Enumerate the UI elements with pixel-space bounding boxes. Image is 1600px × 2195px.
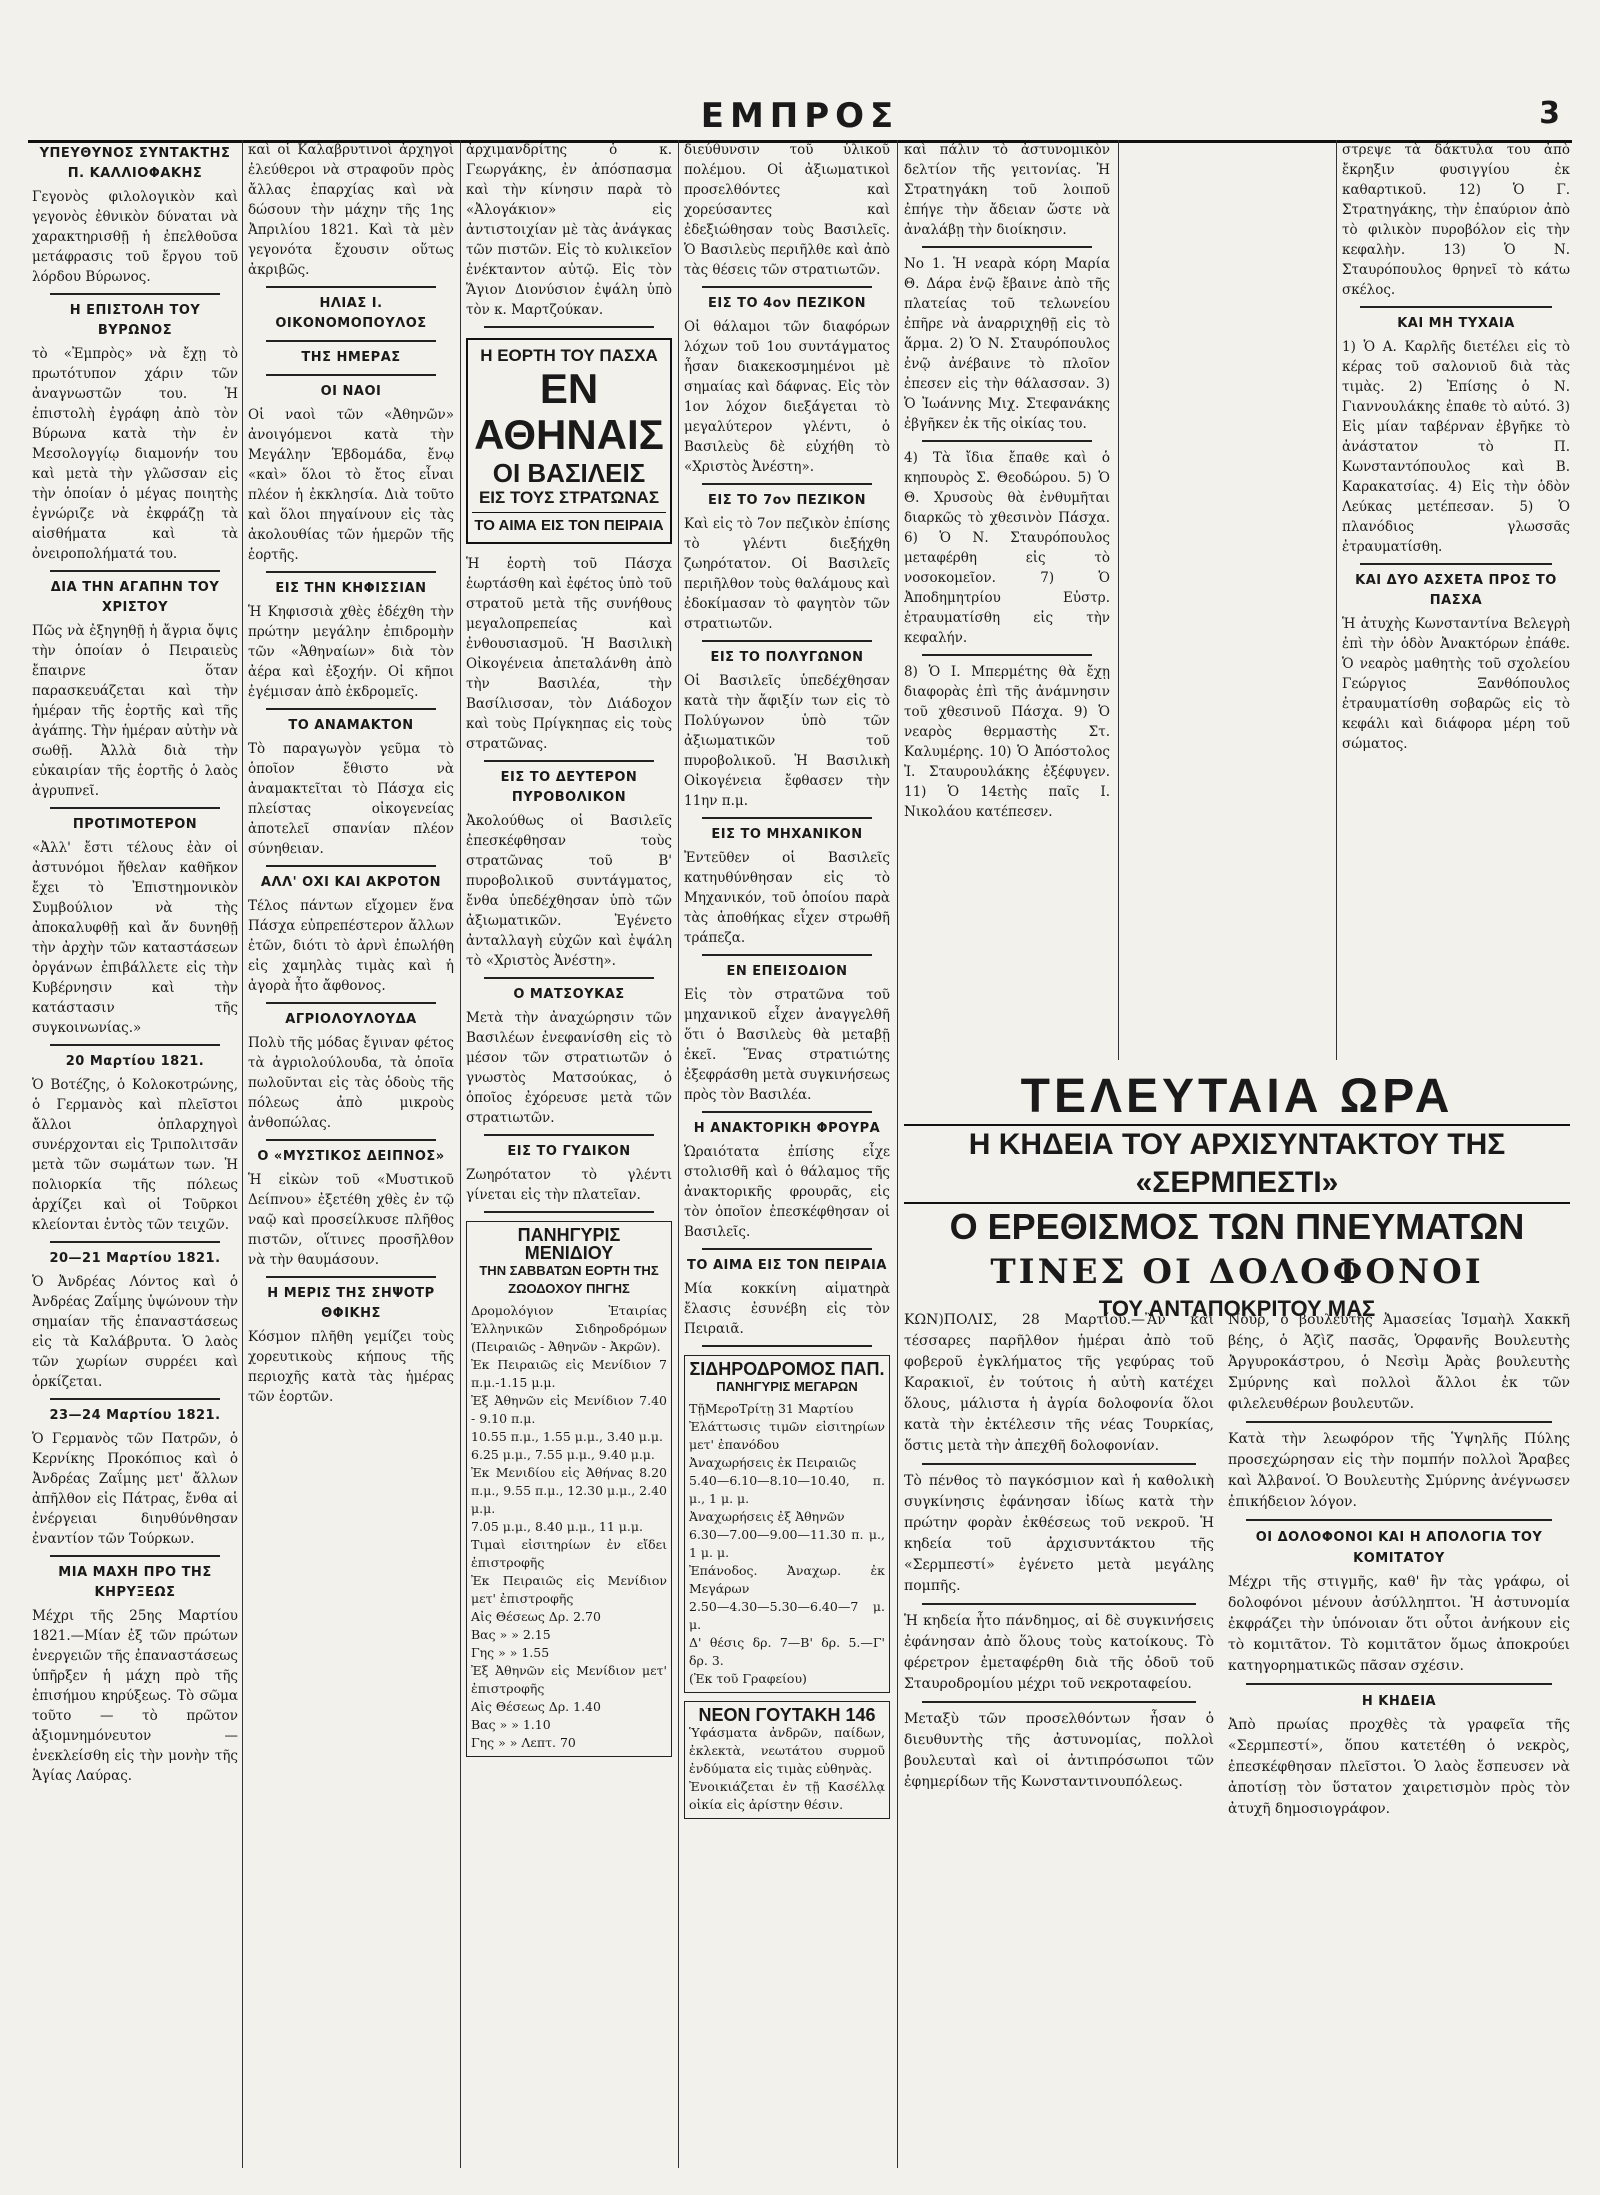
article-section xyxy=(904,662,1110,822)
article-body: Ἡ Κηφισσιὰ χθὲς ἐδέχθη τὴν πρώτην μεγάλην ἐπιδρομὴν τῶν «Ἀθηναίων» διὰ τὸν ἀέρα καὶ ἐξοχήν. Οἱ κῆποι ἐγέμισαν ἀπὸ ἐκδρομεῖς. xyxy=(248,604,454,700)
section-divider xyxy=(702,954,872,956)
article-section xyxy=(904,1709,1214,1793)
section-divider xyxy=(702,1345,872,1347)
section-divider xyxy=(266,340,436,342)
article-section xyxy=(684,294,890,477)
ad-subtitle: ΤΗΝ ΣΑΒΒΑΤΩΝ ΕΟΡΤΗ ΤΗΣ ΖΩΟΔΟΧΟΥ ΠΗΓΗΣ xyxy=(479,1263,659,1296)
article-heading: Η ΑΝΑΚΤΟΡΙΚΗ ΦΡΟΥΡΑ xyxy=(693,1121,881,1136)
section-divider xyxy=(266,571,436,573)
ad-line: ΤῇΜεροΤρίτῃ 31 Μαρτίου xyxy=(689,1401,854,1416)
ad-subtitle: ΠΑΝΗΓΥΡΙΣ ΜΕΓΑΡΩΝ xyxy=(716,1379,858,1394)
ad-line: Ἐλάττωσις τιμῶν εἰσιτηρίων μετ' ἐπανόδου xyxy=(689,1419,885,1452)
article-section xyxy=(248,579,454,702)
article-section xyxy=(1228,1310,1570,1415)
article-body: Καὶ εἰς τὸ 7ον πεζικὸν ἐπίσης τὸ γλέντι διεξήχθη ζωηρότατον. Οἱ Βασιλεῖς περιῆλθον τοὺς θαλάμους καὶ ἐδοκίμασαν τὸ φαγητὸν τῶν στρατιωτῶν. xyxy=(684,516,890,632)
article-heading: ΕΙΣ ΤΟ 7ον ΠΕΖΙΚΟΝ xyxy=(708,493,866,508)
newspaper-title: ΕΜΠΡΟΣ xyxy=(700,96,900,136)
column-5 xyxy=(904,140,1110,1060)
article-section xyxy=(904,448,1110,648)
article-body: Ὁ Γερμανὸς τῶν Πατρῶν, ὁ Κερνίκης Προκόπιος καὶ ὁ Ἀνδρέας Ζαΐμης μετ' ἄλλων ἀπῆλθον εἰς Πάτρας, ἔνθα αἱ ἐνέργειαι διηυθύνθησαν ἐναντίον τῶν Τούρκων. xyxy=(32,1431,238,1547)
banner-line: ΕΝ ΑΘΗΝΑΙΣ xyxy=(474,365,664,458)
column-1 xyxy=(32,140,238,2168)
article-body: καὶ πάλιν τὸ ἀστυνομικὸν δελτίον τῆς γειτονίας. Ἡ Στρατηγάκη τοῦ λοιποῦ ἐπήγε τὴν ἄδειαν ὥστε νὰ ἀναλάβῃ τὴν διοίκησιν. xyxy=(904,142,1110,238)
masthead xyxy=(28,96,1572,143)
article-heading: Ο «ΜΥΣΤΙΚΟΣ ΔΕΙΠΝΟΣ» xyxy=(257,1149,445,1164)
ad-line: Γης » » 1.55 xyxy=(471,1645,550,1660)
article-heading: ΕΙΣ ΤΟ ΓΥΔΙΚΟΝ xyxy=(507,1144,631,1159)
article-section xyxy=(32,1563,238,1786)
article-section xyxy=(466,768,672,971)
section-divider xyxy=(702,1111,872,1113)
section-divider xyxy=(702,1248,872,1250)
article-body: τὸ «Ἐμπρὸς» νὰ ἔχῃ τὸ πρωτότυπον χάριν τῶν ἀναγνωστῶν του. Ἡ ἐπιστολὴ ἐγράφη ἀπὸ τὸν Βύρωνα κατὰ τὴν ἐν Μεσολογγίῳ διαμονήν του καὶ μετὰ τὴν γλῶσσαν εἰς τὴν ὁποίαν ὁ μέγας ποιητὴς ἐγνώριζε νὰ ἐκφράζῃ τὰ αἰσθήματα καὶ τὰ ὀνειροπολήματά του. xyxy=(32,346,238,562)
ad-line: Ἐπάνοδος. Ἀναχωρ. ἐκ Μεγάρων xyxy=(689,1563,885,1596)
article-body: Γεγονὸς φιλολογικὸν καὶ γεγονὸς ἐθνικὸν δύναται νὰ χαρακτηρισθῇ ἡ ἐπελθοῦσα μετάφρασις τοῦ ἔργου τοῦ λόρδου Βύρωνος. xyxy=(32,189,238,285)
article-body: Οἱ ναοὶ τῶν «Ἀθηνῶν» ἀνοιγόμενοι κατὰ τὴν Μεγάλην Ἑβδομάδα, ἔνῳ «καὶ» ὅλοι τὸ ἔτος εἶναι πλέον ἡ ἐκκλησία. Διὰ τοῦτο καὶ ὅλοι πηγαίνουν εἰς τὰς ἀκολουθίας τῶν ἡμερῶν τῆς ἑορτῆς. xyxy=(248,407,454,563)
article-section xyxy=(32,1249,238,1392)
section-divider xyxy=(1246,1421,1552,1423)
article-heading: ΗΛΙΑΣ Ι. ΟΙΚΟΝΟΜΟΠΟΥΛΟΣ xyxy=(275,296,427,331)
section-divider xyxy=(266,865,436,867)
article-body: Ἡ κηδεία ἦτο πάνδημος, αἱ δὲ συγκινήσεις ἐφάνησαν ἀπὸ ὅλους τοὺς κατοίκους. Τὸ φέρετρον ἐμεταφέρθη διὰ τῆς ὁδοῦ τοῦ Σταυροδρομίου μέχρι τοῦ νεκροταφείου. xyxy=(904,1613,1214,1692)
section-divider xyxy=(266,1002,436,1004)
ad-line: Ἐκ Πειραιῶς εἰς Μενίδιον μετ' ἐπιστροφῆς xyxy=(471,1573,667,1606)
article-heading: ΜΙΑ ΜΑΧΗ ΠΡΟ ΤΗΣ ΚΗΡΥΞΕΩΣ xyxy=(58,1565,212,1600)
article-heading: 20—21 Μαρτίου 1821. xyxy=(49,1251,221,1266)
ad-line: Δ' θέσις δρ. 7—Β' δρ. 5.—Γ' δρ. 3. xyxy=(689,1635,885,1668)
article-body: Ἡ εἰκὼν τοῦ «Μυστικοῦ Δείπνου» ἐξετέθη χθὲς ἐν τῷ ναῷ καὶ προσείλκυσε πλῆθος πιστῶν, οἵτινες προσῆλθον νὰ τὴν θαυμάσουν. xyxy=(248,1172,454,1268)
article-section xyxy=(1228,1691,1570,1820)
section-divider xyxy=(922,1701,1196,1703)
article-body: Ζωηρότατον τὸ γλέντι γίνεται εἰς τὴν πλατεῖαν. xyxy=(466,1167,672,1203)
section-divider xyxy=(702,640,872,642)
section-divider xyxy=(266,374,436,376)
advertisement-box xyxy=(684,1355,890,1693)
headline-agitation: Ο ΕΡΕΘΙΣΜΟΣ ΤΩΝ ΠΝΕΥΜΑΤΩΝ xyxy=(949,1206,1525,1247)
article-heading: ΠΡΟΤΙΜΟΤΕΡΟΝ xyxy=(72,817,198,832)
article-heading: Η ΕΠΙΣΤΟΛΗ ΤΟΥ ΒΥΡΩΝΟΣ xyxy=(69,303,201,338)
ad-title: ΠΑΝΗΓΥΡΙΣ ΜΕΝΙΔΙΟΥ xyxy=(517,1225,621,1263)
article-body: Μέχρι τῆς 25ης Μαρτίου 1821.—Μίαν ἐξ τῶν πρώτων ἐνεργειῶν τῆς ἐπαναστάσεως ὑπῆρξεν ἡ μάχη πρὸ τῆς ἐπισήμου κηρύξεως. Τὸ σῶμα τοῦτο — τὸ πρῶτον ἀξιομνημόνευτον — ἐνεκλείσθη εἰς τὴν μονὴν τῆς Ἁγίας Λαύρας. xyxy=(32,1608,238,1784)
article-body: ἀρχιμανδρίτης ὁ κ. Γεωργάκης, ἐν ἀπόσπασμα καὶ τὴν κίνησιν παρὰ τὸ «Ἀλογάκιον» εἰς ἀντιστοιχίαν μὲ τὰς ἀνάγκας τῶν πιστῶν. Εἰς τὸ κυλικεῖον ἐνέκταντον αὐτῷ. Εἰς τὸν Ἅγιον Διονύσιον ἐψάλη ὑπὸ τὸν κ. Μαρτζούκαν. xyxy=(466,142,672,318)
ad-line: Ἐνοικιάζεται ἐν τῇ Κασέλλᾳ οἰκία εἰς ἀρίστην θέσιν. xyxy=(689,1779,885,1812)
column-rule xyxy=(678,140,679,2168)
section-divider xyxy=(702,483,872,485)
article-body: 4) Τὰ ἴδια ἔπαθε καὶ ὁ κηπουρὸς Σ. Θεοδώρου. 5) Ὁ Θ. Χρυσοὺς θὰ ἐνθυμῆται διαρκῶς τὸ χθεσινὸν Πάσχα. 6) Ὁ Ν. Σταυρόπουλος μεταφέρθη εἰς τὸ νοσοκομεῖον. 7) Ὁ Ἀποδημητρίου Εὐστρ. ἐτραυματίσθη εἰς τὴν κεφαλήν. xyxy=(904,450,1110,646)
ad-line: Ὑφάσματα ἀνδρῶν, παίδων, ἐκλεκτὰ, νεωτάτου συρμοῦ ἐνδύματα εἰς τιμὰς εὐθηνὰς. xyxy=(689,1725,885,1776)
column-rule xyxy=(1118,140,1119,1060)
ad-line: Βας » » 1.10 xyxy=(471,1717,551,1732)
ad-line: Δρομολόγιον Ἑταιρίας Ἑλληνικῶν Σιδηροδρόμων (Πειραιῶς - Ἀθηνῶν - Ἀκρῶν). xyxy=(471,1303,667,1354)
section-divider xyxy=(922,1463,1196,1465)
section-divider xyxy=(266,1276,436,1278)
ad-line: 10.55 π.μ., 1.55 μ.μ., 3.40 μ.μ. xyxy=(471,1429,663,1444)
ad-line: 7.05 μ.μ., 8.40 μ.μ., 11 μ.μ. xyxy=(471,1519,643,1534)
article-section xyxy=(32,301,238,564)
article-section xyxy=(248,348,454,368)
ad-line: Γης » » Λεπτ. 70 xyxy=(471,1735,576,1750)
article-section xyxy=(684,1119,890,1242)
section-divider xyxy=(1246,1683,1552,1685)
section-divider xyxy=(922,246,1092,248)
article-section xyxy=(248,716,454,859)
column-4 xyxy=(684,140,890,2168)
banner-line: Η ΕΟΡΤΗ ΤΟΥ ΠΑΣΧΑ xyxy=(480,346,658,365)
ad-line: Αἰς Θέσεως Δρ. 1.40 xyxy=(471,1699,601,1714)
article-body: Μέχρι τῆς στιγμῆς, καθ' ἣν τὰς γράφω, οἱ δολοφόνοι μένουν ἀσύλληπτοι. Ἡ ἀστυνομία ἐκφράζει τὴν ὑπόνοιαν ὅτι οὗτοι ἀνήκουν εἰς τὸ κομιτᾶτον. Τὸ κομιτᾶτον ὅμως ἀποκρούει κατηγορηματικῶς πᾶσαν σχέσιν. xyxy=(1228,1574,1570,1674)
ad-line: Ἐκ Πειραιῶς εἰς Μενίδιον 7 π.μ.-1.15 μ.μ. xyxy=(471,1357,667,1390)
advertisement-box xyxy=(466,1221,672,1757)
article-heading: 23—24 Μαρτίου 1821. xyxy=(49,1408,221,1423)
column-6 xyxy=(1342,140,1570,1060)
section-divider xyxy=(1246,1519,1552,1521)
article-section xyxy=(466,1142,672,1205)
section-divider xyxy=(50,1398,220,1400)
section-divider xyxy=(266,1139,436,1141)
article-section xyxy=(904,1611,1214,1695)
easter-banner xyxy=(466,338,672,544)
wide-column-1 xyxy=(904,1310,1214,2168)
ad-line: Ἀναχωρήσεις ἐκ Πειραιῶς xyxy=(689,1455,857,1470)
ad-line: (Ἐκ τοῦ Γραφείου) xyxy=(689,1671,807,1686)
article-body: Μετὰ τὴν ἀναχώρησιν τῶν Βασιλέων ἐνεφανίσθη εἰς τὸ μέσον τῶν στρατιωτῶν ὁ γνωστὸς Ματσούκας, ὁ ὁποῖος ἐχόρευσε μετὰ τῶν στρατιωτῶν. xyxy=(466,1010,672,1126)
section-divider xyxy=(484,1211,654,1213)
ad-line: Ἐξ Ἀθηνῶν εἰς Μενίδιον 7.40 - 9.10 π.μ. xyxy=(471,1393,667,1426)
section-divider xyxy=(50,570,220,572)
ad-line: Τιμαὶ εἰσιτηρίων ἐν εἴδει ἐπιστροφῆς xyxy=(471,1537,667,1570)
article-heading: ΕΙΣ ΤΟ ΜΗΧΑΝΙΚΟΝ xyxy=(711,827,863,842)
article-body: Οἱ θάλαμοι τῶν διαφόρων λόχων τοῦ 1ου συντάγματος ἦσαν διακεκοσμημένοι μὲ σημαίας καὶ δάφνας. Εἰς τὸν 1ον λόχον διεξάγεται τὸ μεγαλύτερον γλέντι, ὁ Βασιλεὺς δὲ εὐχήθη τὸ «Χριστὸς Ἀνέστη». xyxy=(684,319,890,475)
article-body: Ἀκολούθως οἱ Βασιλεῖς ἐπεσκέφθησαν τοὺς στρατῶνας τοῦ Β' πυροβολικοῦ συντάγματος, ἔνθα ὑπεδέχθησαν ὑπὸ τῶν ἀξιωματικῶν. Ἐγένετο ἀνταλλαγὴ εὐχῶν καὶ ἐψάλη τὸ «Χριστὸς Ἀνέστη». xyxy=(466,813,672,969)
section-divider xyxy=(50,1241,220,1243)
article-section xyxy=(1228,1429,1570,1513)
article-section xyxy=(248,140,454,280)
article-body: Νο 1. Ἡ νεαρὰ κόρη Μαρία Θ. Δάρα ἐνῷ ἔβαινε ἀπὸ τῆς πλατείας τοῦ τελωνείου ἐπῆρε νὰ ἀναρριχηθῇ εἰς τὸ ἅρμα. 2) Ὁ Ν. Σταυρόπουλος ἐνῷ ἀνέβαινε τὸ πλοῖον ἐπεσεν εἰς τὴν θάλασσαν. 3) Ὁ Ἰωάννης Μιχ. Στεφανάκης ἐβγῆκεν ἐκ τῆς οἰκίας του. xyxy=(904,256,1110,432)
article-section xyxy=(248,1284,454,1407)
article-section xyxy=(466,140,672,320)
banner-line: ΕΙΣ ΤΟΥΣ ΣΤΡΑΤΩΝΑΣ xyxy=(478,488,660,507)
ad-line: 2.50—4.30—5.30—6.40—7 μ. μ. xyxy=(689,1599,885,1632)
article-section xyxy=(684,491,890,634)
article-heading: ΤΟ ΑΝΑΜΑΚΤΟΝ xyxy=(288,718,414,733)
ad-line: Ἐκ Μενιδίου εἰς Ἀθήνας 8.20 π.μ., 9.55 π.μ., 12.30 μ.μ., 2.40 μ.μ. xyxy=(471,1465,668,1516)
column-rule xyxy=(1336,140,1337,1060)
ad-title: ΣΙΔΗΡΟΔΡΟΜΟΣ ΠΑΠ. xyxy=(689,1359,885,1379)
article-body: «Ἀλλ' ἔστι τέλους ἐὰν οἱ ἀστυνόμοι ἤθελαν καθῆκον ἔχει τὸ Ἐπιστημονικὸν Συμβούλιον νὰ τὴς ἀποκαλυφθῇ καὶ ἄν δυνηθῇ τὴν ἀρχὴν τῶν καταστάσεων ὀργάνων ἐπιβάλλετε εἰς τὴν Κυβέρνησιν καὶ τὴν κατάστασιν τῆς συγκοινωνίας.» xyxy=(32,840,238,1036)
section-divider xyxy=(484,760,654,762)
section-divider xyxy=(922,1603,1196,1605)
article-body: Τὸ πένθος τὸ παγκόσμιον καὶ ἡ καθολικὴ συγκίνησις ἐφάνησαν ἰδίως κατὰ τὴν πρώτην φορὰν ἐκθέσεως τοῦ νεκροῦ. Ἡ κηδεία τοῦ ἀρχισυντάκτου τῆς «Σερμπεστί» ἐγένετο μετὰ μεγάλης πομπῆς. xyxy=(904,1473,1214,1594)
article-body: Πολὺ τῆς μόδας ἔγιναν φέτος τὰ ἀγριολούλουδα, τὰ ὁποῖα πωλοῦνται εἰς τὰς ὁδοὺς τῆς πόλεως ἀπὸ μικροὺς ἀνθοπώλας. xyxy=(248,1035,454,1131)
banner-line: ΟΙ ΒΑΣΙΛΕΙΣ xyxy=(492,458,646,488)
article-body: Ὡραιότατα ἐπίσης εἶχε στολισθῆ καὶ ὁ θάλαμος τῆς ἀνακτορικῆς φρουρᾶς, εἰς τὸν ὁποῖον ἐπεσκέφθησαν οἱ Βασιλεῖς. xyxy=(684,1144,890,1240)
article-heading: ΕΙΣ ΤΟ ΔΕΥΤΕΡΟΝ ΠΥΡΟΒΟΛΙΚΟΝ xyxy=(500,770,638,805)
article-section xyxy=(32,578,238,801)
ad-line: 6.25 μ.μ., 7.55 μ.μ., 9.40 μ.μ. xyxy=(471,1447,655,1462)
article-section xyxy=(32,815,238,1038)
column-rule xyxy=(460,140,461,2168)
article-section xyxy=(684,648,890,811)
ad-line: Ἀναχωρήσεις ἐξ Ἀθηνῶν xyxy=(689,1509,845,1524)
ad-line: Βας » » 2.15 xyxy=(471,1627,551,1642)
article-body: 8) Ὁ Ι. Μπερμέτης θὰ ἔχῃ διαφορὰς ἐπὶ τῆς ἀνάμνησιν τοῦ χθεσινοῦ Πάσχα. 9) Ὁ νεαρὸς θερμαστὴς Στ. Καλυμέρης. 10) Ὁ Ἀπόστολος Ἰ. Σταυρουλάκης ἐξέφυγεν. 11) Ὁ 14ετὴς παῖς Ι. Νικολάου κατέπεσεν. xyxy=(904,664,1110,820)
column-rule xyxy=(897,140,898,2168)
article-section xyxy=(466,985,672,1128)
article-section xyxy=(684,140,890,280)
article-heading: ΑΛΛ' ΟΧΙ ΚΑΙ ΑΚΡΟΤΟΝ xyxy=(260,875,442,890)
section-divider xyxy=(484,326,654,328)
article-heading: ΥΠΕΥΘΥΝΟΣ ΣΥΝΤΑΚΤΗΣ Π. ΚΑΛΛΙΟΦΑΚΗΣ xyxy=(39,146,231,181)
article-section xyxy=(904,1471,1214,1597)
headline-murderers: ΤΙΝΕΣ ΟΙ ΔΟΛΟΦΟΝΟΙ xyxy=(990,1252,1484,1292)
ad-line: 5.40—6.10—8.10—10.40, π. μ., 1 μ. μ. xyxy=(689,1473,885,1506)
article-heading: ΤΗΣ ΗΜΕΡΑΣ xyxy=(301,350,401,365)
article-body: Ἐντεῦθεν οἱ Βασιλεῖς κατηυθύνθησαν εἰς τὸ Μηχανικόν, τοῦ ὁποίου παρὰ τὰς ἀποθήκας εἶχεν στρωθῆ τράπεζα. xyxy=(684,850,890,946)
article-body: Ἡ ἀτυχὴς Κωνσταντίνα Βελεγρὴ ἐπὶ τὴν ὁδὸν Ἀνακτόρων ἐπάθε. Ὁ νεαρὸς μαθητὴς τοῦ σχολείου Γεώργιος Ξανθόπουλος ἐτραυματίσθη σοβαρῶς εἰς τὸ κεφάλι καὶ διάφορα μέρη τοῦ σώματος. xyxy=(1342,616,1570,752)
article-heading: ΤΟ ΑΙΜΑ ΕΙΣ ΤΟΝ ΠΕΙΡΑΙΑ xyxy=(687,1258,887,1273)
article-body: Νούρ, ὁ βουλευτὴς Ἀμασείας Ἰσμαὴλ Χακκῆ βέης, ὁ Ἀζὶζ πασᾶς, Ὁρφανῆς Βουλευτὴς Ἀργυροκάστρου, ὁ Νεσὶμ Ἀρὰς βουλευτὴς Σμύρνης καὶ πολλοὶ ἄλλοι ἐκ τῶν φιλελευθέρων βουλευτῶν. xyxy=(1228,1312,1570,1412)
section-divider xyxy=(50,1044,220,1046)
ad-line: Ἐξ Ἀθηνῶν εἰς Μενίδιον μετ' ἐπιστροφῆς xyxy=(471,1663,667,1696)
article-section xyxy=(904,1310,1214,1457)
article-section xyxy=(1228,1527,1570,1677)
ad-title: ΝΕΟΝ ΓΟΥΤΑΚΗ 146 xyxy=(698,1705,876,1725)
article-section xyxy=(684,962,890,1105)
wide-column-2 xyxy=(1228,1310,1570,2168)
section-divider xyxy=(50,1555,220,1557)
article-heading: ΕΙΣ ΤΗΝ ΚΗΦΙΣΣΙΑΝ xyxy=(275,581,427,596)
column-3 xyxy=(466,140,672,2168)
headline-correspondent: ΤΟΥ ΑΝΤΑΠΟΚΡΙΤΟΥ ΜΑΣ xyxy=(1098,1296,1376,1321)
section-divider xyxy=(702,286,872,288)
article-body: στρεψε τὰ δάκτυλα του ἀπὸ ἔκρηξιν φυσιγγίου ἐκ καθαρτικοῦ. 12) Ὁ Γ. Στρατηγάκης, τὴν ἐπαύριον ἀπὸ τὸ φιλικὸν πυροβόλον εἰς τὴν κεφαλὴν. 13) Ὁ Ν. Σταυρόπουλος θρηνεῖ τὸ κάτω σκέλος. xyxy=(1342,142,1570,298)
article-heading: ΚΑΙ ΜΗ ΤΥΧΑΙΑ xyxy=(1397,316,1515,331)
section-divider xyxy=(1360,563,1552,565)
section-divider xyxy=(1360,306,1552,308)
article-body: Κατὰ τὴν λεωφόρον τῆς Ὑψηλῆς Πύλης προσεχώρησαν εἰς τὴν πομπήν πολλοὶ Ἄραβες καὶ Ἀλβανοί. Ὁ Βουλευτὴς Σμύρνης ἀνέγνωσεν ἐπικήδειον λόγον. xyxy=(1228,1431,1570,1510)
article-section xyxy=(466,554,672,754)
article-heading: ΕΙΣ ΤΟ 4ον ΠΕΖΙΚΟΝ xyxy=(708,296,866,311)
article-section xyxy=(904,254,1110,434)
article-body: Ἡ ἑορτὴ τοῦ Πάσχα ἑωρτάσθη καὶ ἐφέτος ὑπὸ τοῦ στρατοῦ μετὰ τῆς συνήθους μεγαλοπρεπείας καὶ ἐνθουσιασμοῦ. Ἡ Βασιλικὴ Οἰκογένεια ἀπεταλάνθη ἀπὸ τὴν Βασιλέα, τὴν Βασίλισσαν, τὸν Διάδοχον καὶ τοὺς Πρίγκηπας εἰς τοὺς στρατῶνας. xyxy=(466,556,672,752)
article-section xyxy=(1342,571,1570,754)
last-hour-headline xyxy=(904,1070,1570,1324)
article-heading: ΟΙ ΔΟΛΟΦΟΝΟΙ ΚΑΙ Η ΑΠΟΛΟΓΙΑ ΤΟΥ ΚΟΜΙΤΑΤΟΥ xyxy=(1255,1530,1543,1566)
headline-last-hour: ΤΕΛΕΥΤΑΙΑ ΩΡΑ xyxy=(1020,1070,1454,1123)
article-section xyxy=(904,140,1110,240)
article-section xyxy=(248,294,454,334)
article-heading: ΚΑΙ ΔΥΟ ΑΣΧΕΤΑ ΠΡΟΣ ΤΟ ΠΑΣΧΑ xyxy=(1355,573,1557,608)
article-section xyxy=(32,144,238,287)
advertisement-box xyxy=(684,1701,890,1819)
article-body: Κόσμον πλῆθη γεμίζει τοὺς χορευτικοὺς κήπους τῆς περιοχῆς κατὰ τὰς ἡμέρας τῶν ἑορτῶν. xyxy=(248,1329,454,1405)
page-number: 3 xyxy=(1539,96,1560,131)
article-body: καὶ οἱ Καλαβρυτινοὶ ἀρχηγοὶ ἐλεύθεροι νὰ στραφοῦν πρὸς ἄλλας ἐπαρχίας καὶ νὰ δώσουν τὴν μάχην τῆς 1ης Ἀπριλίου 1821. Καὶ τὰ μὲν γεγονότα ἔχουσιν οὕτως ἀκριβῶς. xyxy=(248,142,454,278)
article-heading: Η ΜΕΡΙΣ ΤΗΣ ΣΗΨΟΤΡ ΘΦΙΚΗΣ xyxy=(267,1286,435,1321)
section-divider xyxy=(922,654,1092,656)
section-divider xyxy=(50,293,220,295)
article-body: Ὁ Βοτέζης, ὁ Κολοκοτρώνης, ὁ Γερμανὸς καὶ πλεῖστοι ἄλλοι ὁπλαρχηγοὶ συνέρχονται εἰς Τριπολιτσᾶν μετὰ τῶν σωμάτων των. Ἡ πολιορκία τῆς πόλεως ἀρχίζει καὶ οἱ Τοῦρκοι κλείονται ἐντὸς τῶν τειχῶν. xyxy=(32,1077,238,1233)
article-heading: Η ΚΗΔΕΙΑ xyxy=(1361,1694,1437,1709)
article-heading: ΔΙΑ ΤΗΝ ΑΓΑΠΗΝ ΤΟΥ ΧΡΙΣΤΟΥ xyxy=(50,580,220,615)
article-body: διεύθυνσιν τοῦ ὑλικοῦ πολέμου. Οἱ ἀξιωματικοὶ προσελθόντες καὶ χορεύσαντες καὶ ἐδεξιώθησαν τοὺς Βασιλεῖς. Ὁ Βασιλεὺς περιῆλθε καὶ ἀπὸ τὰς θέσεις τῶν στρατιωτῶν. xyxy=(684,142,890,278)
article-body: Μία κοκκίνη αἱματηρὰ ἔλασις ἐσυνέβη εἰς τὸν Πειραιᾶ. xyxy=(684,1281,890,1337)
article-section xyxy=(248,1147,454,1270)
column-2 xyxy=(248,140,454,2168)
article-section xyxy=(684,825,890,948)
section-divider xyxy=(484,977,654,979)
article-heading: ΕΙΣ ΤΟ ΠΟΛΥΓΩΝΟΝ xyxy=(710,650,864,665)
column-rule xyxy=(242,140,243,2168)
article-section xyxy=(32,1406,238,1549)
article-body: ΚΩΝ)ΠΟΛΙΣ, 28 Μαρτίου.—Ἂν καὶ τέσσαρες παρῆλθον ἡμέραι ἀπὸ τοῦ φοβεροῦ ἐγκλήματος τῆς γεφύρας τοῦ Καρακιοϊ, ἐν τούτοις ἡ αὐτὴ κατέχει ὅλους, μάλιστα ἡ ἀγρία δολοφονία ὅλοι κατὰ τὴν ἐκτέλεσιν τῆς νέας Τουρκίας, ὅστις μετὰ τὴν ἀπεχθῆ δολοφονίαν. xyxy=(904,1312,1214,1454)
article-section xyxy=(32,1052,238,1235)
article-body: Μεταξὺ τῶν προσελθόντων ἦσαν ὁ διευθυντὴς τῆς ἀστυνομίας, πολλοὶ βουλευταὶ καὶ οἱ ἀντιπρόσωποι τῶν ἐφημερίδων τῆς Κωνσταντινουπόλεως. xyxy=(904,1711,1214,1790)
article-body: 1) Ὁ Α. Καρλῆς διετέλει εἰς τὸ κέρας τοῦ σαλονιοῦ διὰ τὰς τιμὰς. 2) Ἐπίσης ὁ Ν. Γιαννουλάκης ἐπαθε τὸ αὐτό. 3) Εἰς μίαν ταβέρναν ἐβγῆκε τὸ ἀνάστατον τὸ Π. Κωνσταντόπουλος καὶ Β. Καρακατσίας. 4) Εἰς τὴν ὁδὸν Λεύκας μετέπεσαν. 5) Ὁ πλανόδιος γλωσσᾶς ἐτραυματίσθη. xyxy=(1342,339,1570,555)
section-divider xyxy=(266,708,436,710)
article-body: Τέλος πάντων εἴχομεν ἕνα Πάσχα εὐπρεπέστερον ἄλλων ἐτῶν, διότι τὸ ἀρνὶ ἐπωλήθη εἰς χαμηλὰς τιμὰς καὶ ἡ ἀγορὰ ἦτο ἄφθονος. xyxy=(248,898,454,994)
article-body: Τὸ παραγωγὸν γεῦμα τὸ ὁποῖον ἔθιστο νὰ ἀναμακτεῖται τὸ Πάσχα εἰς πλείστας οἰκογενείας ἀποτελεῖ σπανίαν πλέον σύνηθειαν. xyxy=(248,741,454,857)
article-heading: Ο ΜΑΤΣΟΥΚΑΣ xyxy=(513,987,625,1002)
article-section xyxy=(1342,314,1570,557)
ad-line: 6.30—7.00—9.00—11.30 π. μ., 1 μ. μ. xyxy=(689,1527,885,1560)
ad-line: Αἰς Θέσεως Δρ. 2.70 xyxy=(471,1609,601,1624)
section-divider xyxy=(702,817,872,819)
section-divider xyxy=(266,286,436,288)
article-body: Ἀπὸ πρωίας προχθὲς τὰ γραφεῖα τῆς «Σερμπεστί», ὅπου κατετέθη ὁ νεκρὸς, ἐπεσκέφθησαν πλεῖστοι. Ὁ λαὸς ἔσπευσεν νὰ ἀποτίσῃ τὸν ὕστατον χαιρετισμὸν πρὸς τὸν ἀτυχῆ δημοσιογράφον. xyxy=(1228,1717,1570,1817)
article-heading: ΑΓΡΙΟΛΟΥΛΟΥΔΑ xyxy=(285,1012,417,1027)
article-section xyxy=(248,382,454,565)
article-section xyxy=(248,1010,454,1133)
article-section xyxy=(248,873,454,996)
article-heading: ΟΙ ΝΑΟΙ xyxy=(320,384,382,399)
article-section xyxy=(684,1256,890,1339)
article-section xyxy=(1342,140,1570,300)
article-body: Πῶς νὰ ἐξηγηθῇ ἡ ἄγρια ὄψις τὴν ὁποίαν ὁ Πειραιεὺς ἔπαιρνε ὅταν παρασκευάζεται καὶ τὴν ἡμέραν τῆς ἑορτῆς καὶ τῆς ἀγάπης. Τὴν ἡμέραν αὐτὴν νὰ σωθῇ. Ἀλλὰ διὰ τὴν εὐκαιρίαν τῆς ἑορτῆς ὁ λαὸς ἀγρυπνεῖ. xyxy=(32,623,238,799)
section-divider xyxy=(484,1134,654,1136)
section-divider xyxy=(50,807,220,809)
section-divider xyxy=(922,440,1092,442)
article-body: Ὁ Ἀνδρέας Λόντος καὶ ὁ Ἀνδρέας Ζαΐμης ὑψώνουν τὴν σημαίαν τῆς ἐπαναστάσεως εἰς τὰ Καλάβρυτα. Ὁ λαὸς τῶν χωρίων συρρέει καὶ ὁρκίζεται. xyxy=(32,1274,238,1390)
headline-funeral: Η ΚΗΔΕΙΑ ΤΟΥ ΑΡΧΙΣΥΝΤΑΚΤΟΥ ΤΗΣ «ΣΕΡΜΠΕΣΤΙ» xyxy=(904,1124,1570,1204)
article-body: Οἱ Βασιλεῖς ὑπεδέχθησαν κατὰ τὴν ἄφιξίν των εἰς τὸ Πολύγωνον ὑπὸ τῶν ἀξιωματικῶν τοῦ πυροβολικοῦ. Ἡ Βασιλικὴ Οἰκογένεια ἔφθασεν τὴν 11ην π.μ. xyxy=(684,673,890,809)
article-body: Εἰς τὸν στρατῶνα τοῦ μηχανικοῦ εἶχεν ἀναγγελθῆ ὅτι ὁ Βασιλεὺς θὰ μεταβῇ ἐκεῖ. Ἕνας στρατιώτης ἐξεφράσθη μετὰ συγκινήσεως πρὸς τὸν Βασιλέα. xyxy=(684,987,890,1103)
article-heading: 20 Μαρτίου 1821. xyxy=(65,1054,205,1069)
article-heading: ΕΝ ΕΠΕΙΣΟΔΙΟΝ xyxy=(726,964,848,979)
banner-line: ΤΟ ΑΙΜΑ ΕΙΣ ΤΟΝ ΠΕΙΡΑΙΑ xyxy=(472,512,666,536)
